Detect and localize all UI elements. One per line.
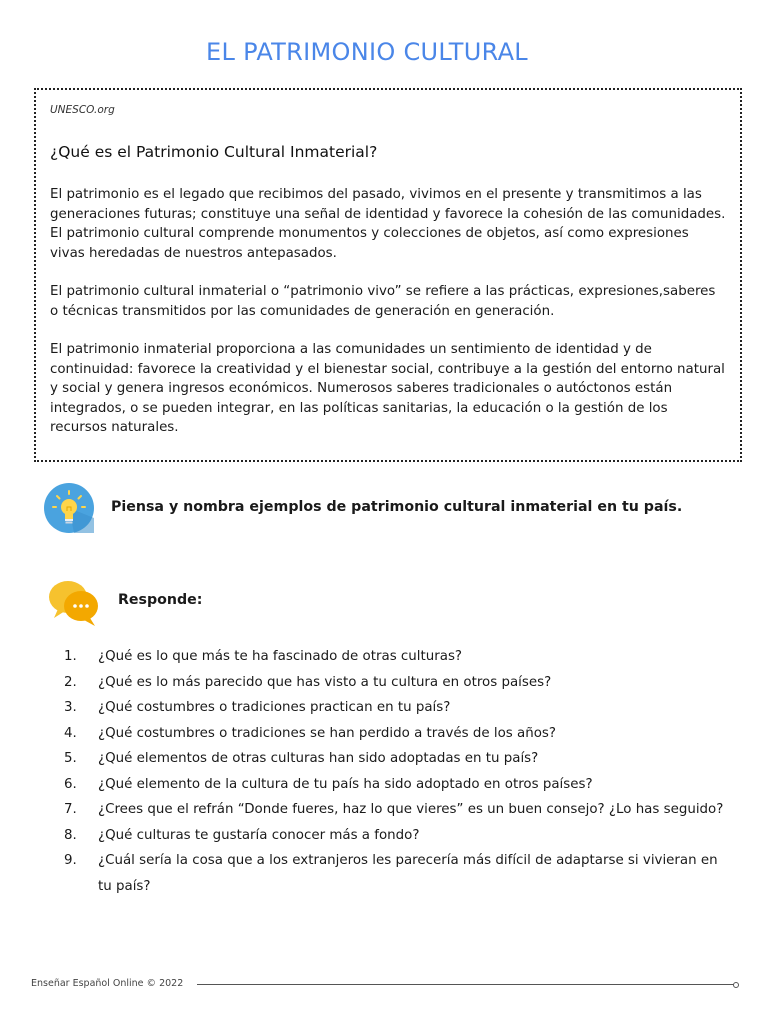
list-item	[64, 848, 724, 899]
item-text: ¿Qué es lo que más te ha fascinado de otras culturas?	[98, 649, 463, 664]
item-text: ¿Crees que el refrán “Donde fueres, haz lo que vieres” es un buen consejo? ¿Lo has seguido?	[98, 802, 724, 817]
list-item	[64, 721, 724, 747]
item-number: 6.	[64, 776, 77, 792]
paragraph: El patrimonio inmaterial proporciona a las comunidades un sentimiento de identidad y de continuidad: favorece la creatividad y el bienestar social, contribuye a la gestión del entorno natural y social y genera ingresos económicos. Numerosos saberes tradicionales o autóctonos están integrados, o se pueden integrar, en las políticas sanitarias, la educación o la gestión de los recursos naturales.	[50, 342, 725, 435]
respond-section	[48, 580, 202, 632]
footer	[31, 978, 739, 989]
item-text: ¿Qué elementos de otras culturas han sido adoptadas en tu país?	[98, 751, 539, 766]
footer-copyright: Enseñar Español Online © 2022	[31, 978, 184, 989]
item-text: ¿Qué costumbres o tradiciones se han perdido a través de los años?	[98, 725, 557, 741]
paragraph: El patrimonio es el legado que recibimos del pasado, vivimos en el presente y transmitimos a las generaciones futuras; constituye una señal de identidad y favorece la cohesión de las comunidades. El patrimonio cultural comprende monumentos y colecciones de objetos, así como expresiones vivas heredadas de nuestros antepasados.	[50, 187, 726, 261]
list-item	[64, 823, 724, 849]
list-item	[64, 644, 724, 670]
think-prompt	[44, 483, 682, 537]
paragraph: El patrimonio cultural inmaterial o “patrimonio vivo” se refiere a las prácticas, expresiones,saberes o técnicas transmitidos por las comunidades de generación en generación.	[50, 284, 716, 319]
item-number: 1.	[64, 649, 77, 664]
item-text: ¿Cuál sería la cosa que a los extranjeros les parecería más difícil de adaptarse si vivieran en tu país?	[98, 853, 718, 894]
list-item	[64, 695, 724, 721]
item-number: 7.	[64, 802, 77, 817]
chat-bubbles-icon	[48, 580, 100, 632]
item-number: 2.	[64, 674, 77, 690]
item-number: 3.	[64, 700, 77, 715]
item-number: 8.	[64, 827, 77, 843]
page-title: EL PATRIMONIO CULTURAL	[206, 38, 528, 66]
respond-label: Responde:	[118, 592, 203, 608]
footer-divider	[197, 984, 735, 985]
lightbulb-icon	[44, 483, 94, 537]
item-text: ¿Qué costumbres o tradiciones practican en tu país?	[98, 700, 451, 715]
item-number: 5.	[64, 751, 77, 766]
source-label: UNESCO.org	[50, 104, 115, 116]
section-question: ¿Qué es el Patrimonio Cultural Inmaterial?	[50, 143, 378, 161]
question-list	[64, 644, 724, 899]
think-prompt-text: Piensa y nombra ejemplos de patrimonio cultural inmaterial en tu país.	[111, 499, 683, 515]
list-item	[64, 797, 724, 823]
info-box	[34, 88, 742, 462]
item-number: 4.	[64, 725, 77, 741]
list-item	[64, 746, 724, 772]
item-number: 9.	[64, 853, 77, 868]
list-item	[64, 772, 724, 798]
item-text: ¿Qué elemento de la cultura de tu país ha sido adoptado en otros países?	[98, 776, 593, 792]
item-text: ¿Qué culturas te gustaría conocer más a fondo?	[98, 827, 420, 843]
footer-dot-icon	[733, 982, 739, 988]
list-item	[64, 670, 724, 696]
item-text: ¿Qué es lo más parecido que has visto a tu cultura en otros países?	[98, 674, 552, 690]
